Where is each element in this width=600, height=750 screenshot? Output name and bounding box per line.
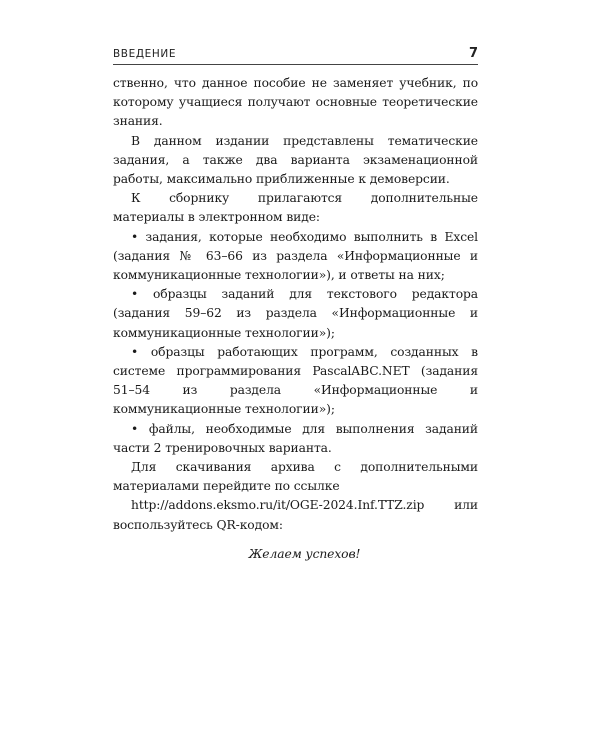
section-name: ВВЕДЕНИЕ	[113, 48, 177, 60]
running-header	[113, 46, 478, 66]
header-rule	[113, 64, 478, 65]
page-number: 7	[468, 46, 478, 61]
bullet-pascal-programs: • образцы работающих программ, созданных в системе программирования PascalABC.NET (задания 51–54 из раздела «Информационные и коммуникационные технологии»);	[113, 344, 478, 417]
bullet-text-editor-tasks: • образцы заданий для текстового редактора (задания 59–62 из раздела «Информационные и коммуникационные технологии»);	[113, 287, 478, 340]
download-link-line: http://addons.eksmo.ru/it/OGE-2024.Inf.TTZ.zip или воспользуйтесь QR-кодом:	[113, 498, 478, 532]
closing-wish: Желаем успехов!	[248, 546, 361, 561]
bullet-files-part2: • файлы, необходимые для выполнения заданий части 2 тренировочных варианта.	[113, 421, 478, 455]
paragraph-download-archive: Для скачивания архива с дополнительными материалами перейдите по ссылке	[113, 460, 478, 494]
paragraph-continuation: ственно, что данное пособие не заменяет учебник, по которому учащиеся получают основные теоретические знания.	[113, 76, 478, 129]
paragraph-materials-intro: К сборнику прилагаются дополнительные материалы в электронном виде:	[113, 191, 478, 225]
paragraph-edition-contents: В данном издании представлены тематические задания, а также два варианта экзаменационной работы, максимально приближенные к демоверсии.	[113, 133, 478, 187]
page-body	[113, 74, 478, 564]
bullet-excel-tasks: • задания, которые необходимо выполнить в Excel (задания № 63–66 из раздела «Информационные и коммуникационные технологии»), и ответы на них;	[113, 229, 478, 283]
